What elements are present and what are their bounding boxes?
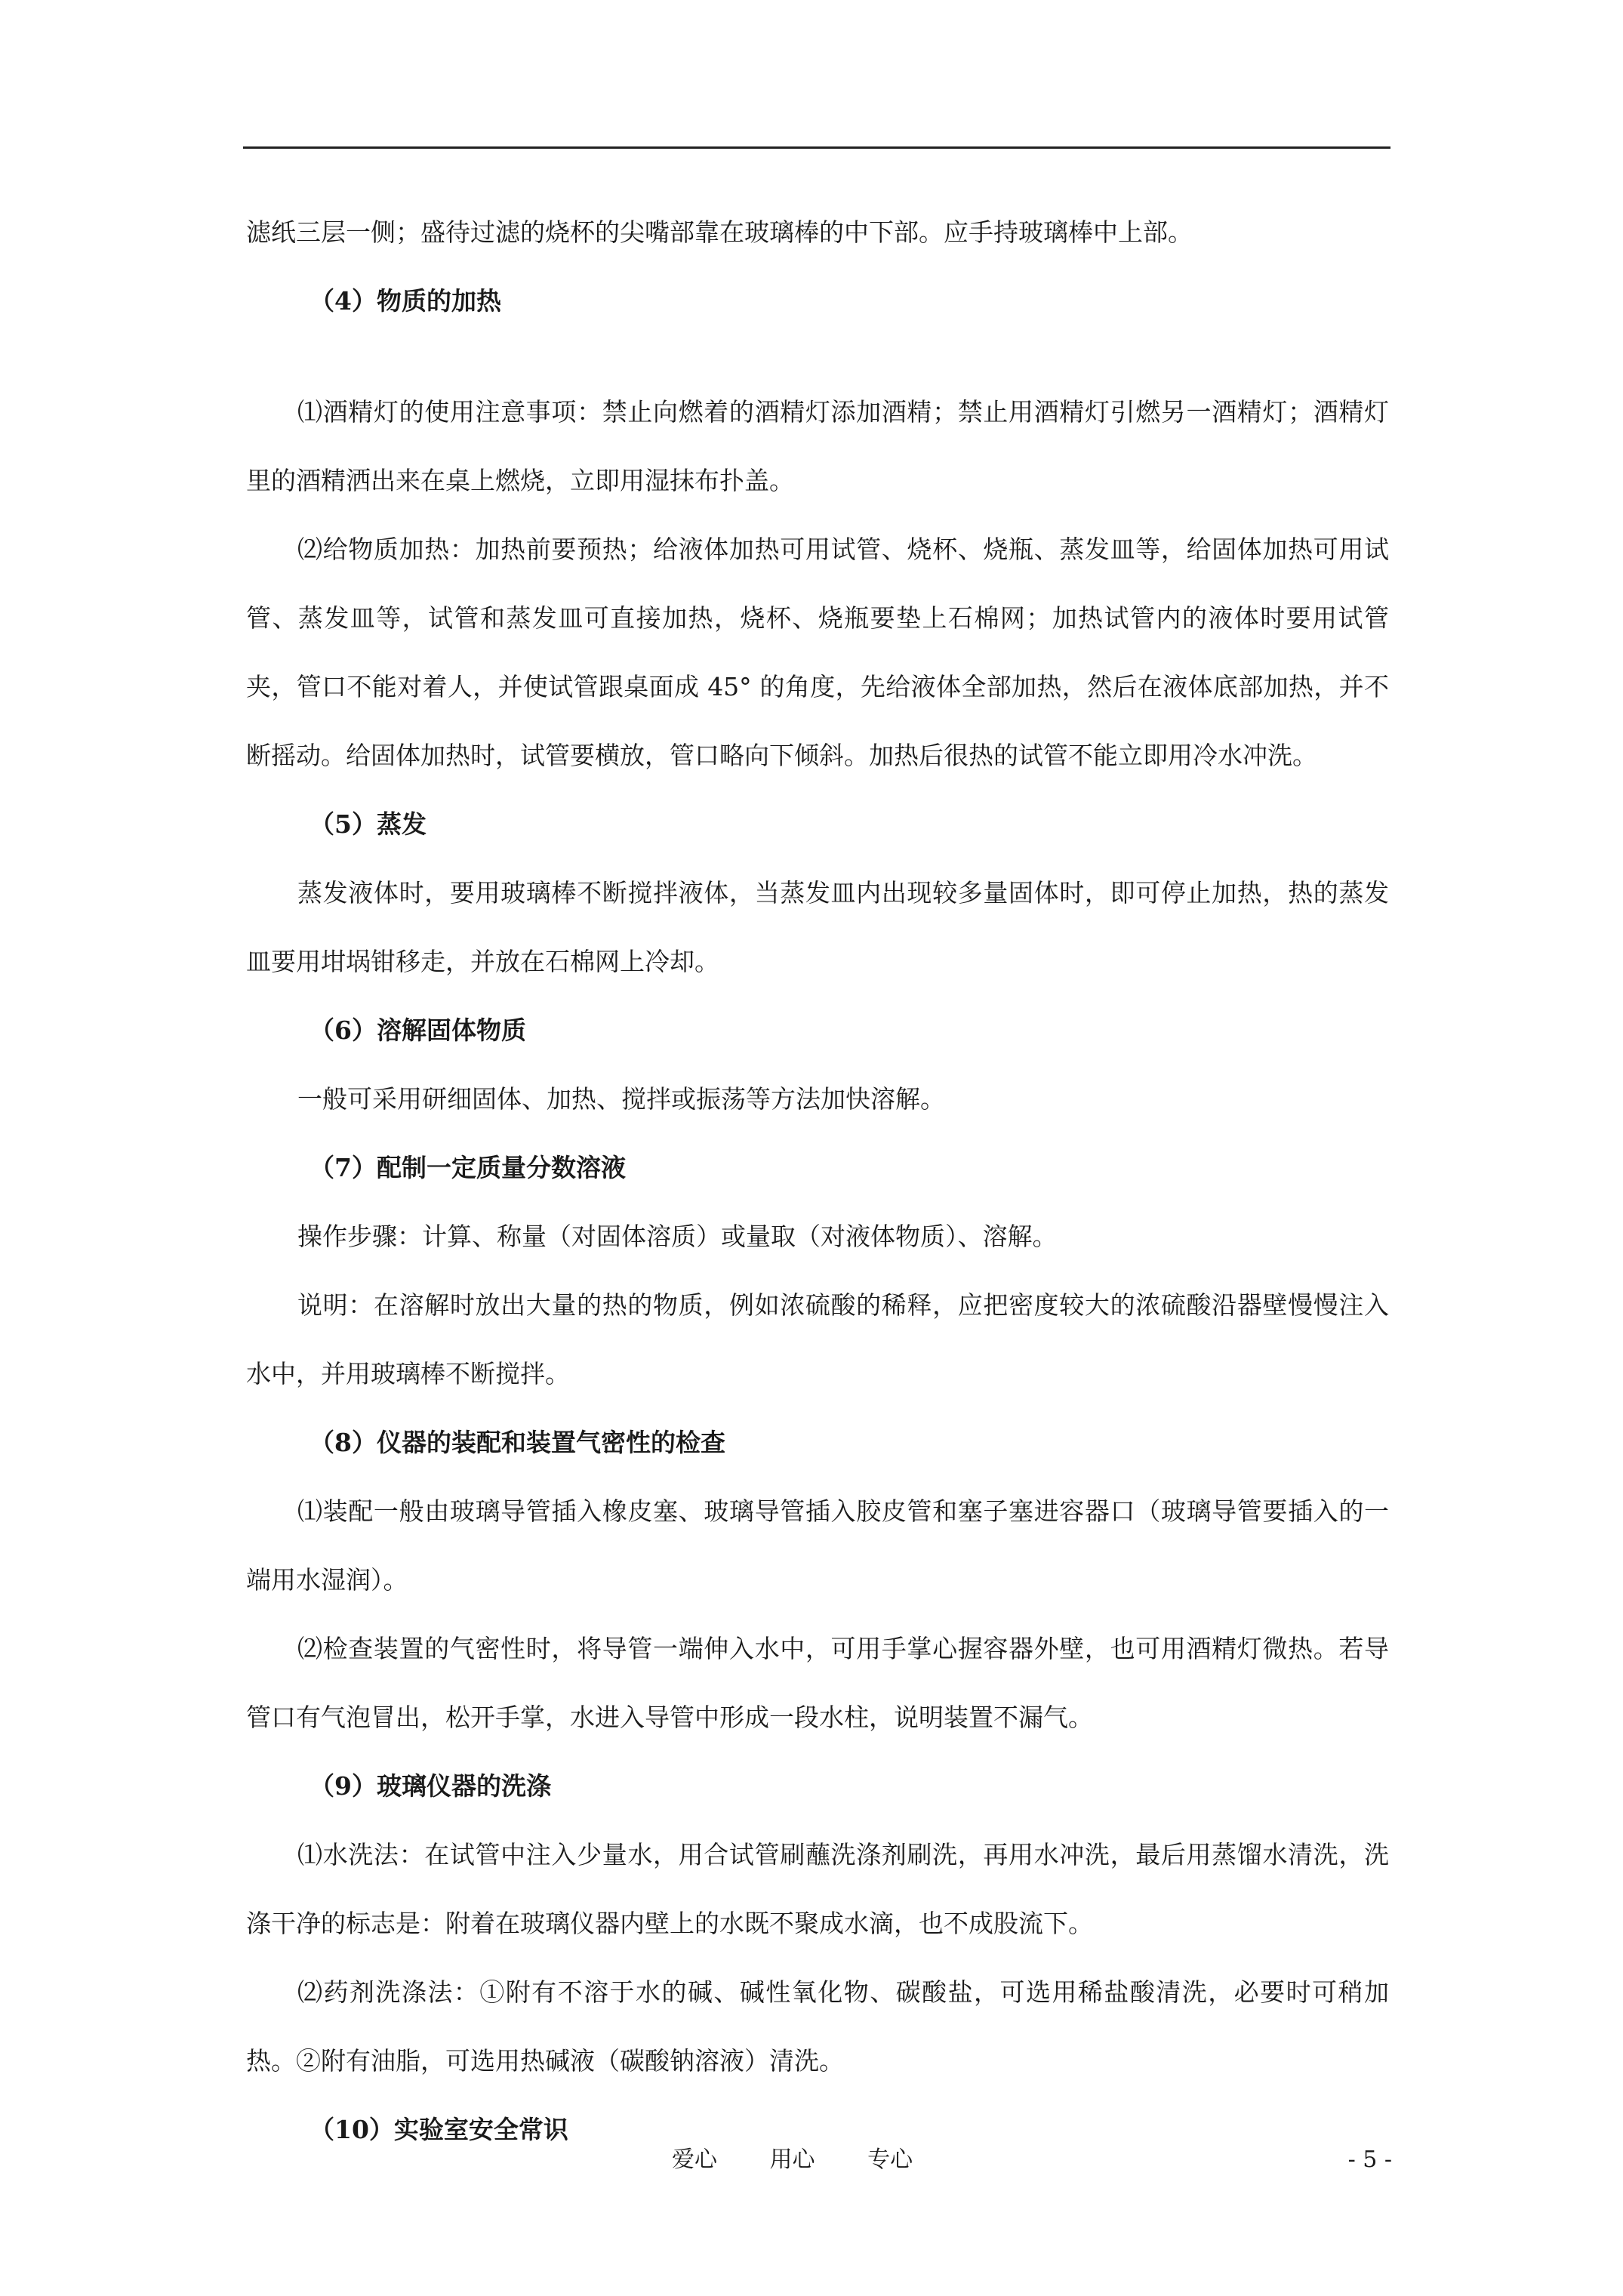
paragraph-airtightness: ⑵检查装置的气密性时，将导管一端伸入水中，可用手掌心握容器外壁，也可用酒精灯微热。若导管口有气泡冒出，松开手掌，水进入导管中形成一段水柱，说明装置不漏气。 <box>246 1634 1389 1732</box>
paragraph-alcohol-lamp: ⑴酒精灯的使用注意事项：禁止向燃着的酒精灯添加酒精；禁止用酒精灯引燃另一酒精灯；酒精灯里的酒精洒出来在桌上燃烧，立即用湿抹布扑盖。 <box>246 397 1389 495</box>
spacer <box>246 335 1389 378</box>
section-heading-4: （4）物质的加热 <box>310 286 501 316</box>
section-heading-9: （9）玻璃仪器的洗涤 <box>310 1771 551 1801</box>
page-footer <box>0 2141 1623 2179</box>
footer-motto-word: 专心 <box>867 2147 913 2173</box>
footer-motto-word: 爱心 <box>672 2147 717 2173</box>
paragraph-note: 说明：在溶解时放出大量的热的物质，例如浓硫酸的稀释，应把密度较大的浓硫酸沿器壁慢慢注入水中，并用玻璃棒不断搅拌。 <box>246 1290 1389 1388</box>
page-body <box>246 198 1389 2164</box>
paragraph-reagent-wash: ⑵药剂洗涤法：①附有不溶于水的碱、碱性氧化物、碳酸盐，可选用稀盐酸清洗，必要时可稍加热。②附有油脂，可选用热碱液（碳酸钠溶液）清洗。 <box>246 1977 1389 2076</box>
paragraph-heating-substances: ⑵给物质加热：加热前要预热；给液体加热可用试管、烧杯、烧瓶、蒸发皿等，给固体加热可用试管、蒸发皿等，试管和蒸发皿可直接加热，烧杯、烧瓶要垫上石棉网；加热试管内的液体时要用试管夹，管口不能对着人，并使试管跟桌面成 45° 的角度，先给液体全部加热，然后在液体底部加热，并不断摇动。给固体加热时，试管要横放，管口略向下倾斜。加热后很热的试管不能立即用冷水冲洗。 <box>246 535 1389 770</box>
paragraph-procedure: 操作步骤：计算、称量（对固体溶质）或量取（对液体物质）、溶解。 <box>297 1222 1058 1251</box>
section-heading-8: （8）仪器的装配和装置气密性的检查 <box>310 1428 725 1457</box>
paragraph-evaporation: 蒸发液体时，要用玻璃棒不断搅拌液体，当蒸发皿内出现较多量固体时，即可停止加热，热的蒸发皿要用坩埚钳移走，并放在石棉网上冷却。 <box>246 878 1389 976</box>
paragraph-dissolving: 一般可采用研细固体、加热、搅拌或振荡等方法加快溶解。 <box>297 1084 945 1114</box>
section-heading-10: （10）实验室安全常识 <box>310 2115 568 2144</box>
page-number: - 5 - <box>1347 2147 1392 2173</box>
footer-motto <box>672 2141 913 2179</box>
paragraph-assembly: ⑴装配一般由玻璃导管插入橡皮塞、玻璃导管插入胶皮管和塞子塞进容器口（玻璃导管要插入的一端用水湿润）。 <box>246 1496 1389 1595</box>
section-heading-5: （5）蒸发 <box>310 809 427 839</box>
header-rule <box>243 146 1390 149</box>
paragraph-water-wash: ⑴水洗法：在试管中注入少量水，用合试管刷蘸洗涤剂刷洗，再用水冲洗，最后用蒸馏水清洗，洗涤干净的标志是：附着在玻璃仪器内壁上的水既不聚成水滴，也不成股流下。 <box>246 1840 1389 1938</box>
section-heading-6: （6）溶解固体物质 <box>310 1015 526 1045</box>
paragraph-continued: 滤纸三层一侧；盛待过滤的烧杯的尖嘴部靠在玻璃棒的中下部。应手持玻璃棒中上部。 <box>246 217 1193 247</box>
section-heading-7: （7）配制一定质量分数溶液 <box>310 1153 626 1182</box>
footer-motto-word: 用心 <box>769 2147 815 2173</box>
